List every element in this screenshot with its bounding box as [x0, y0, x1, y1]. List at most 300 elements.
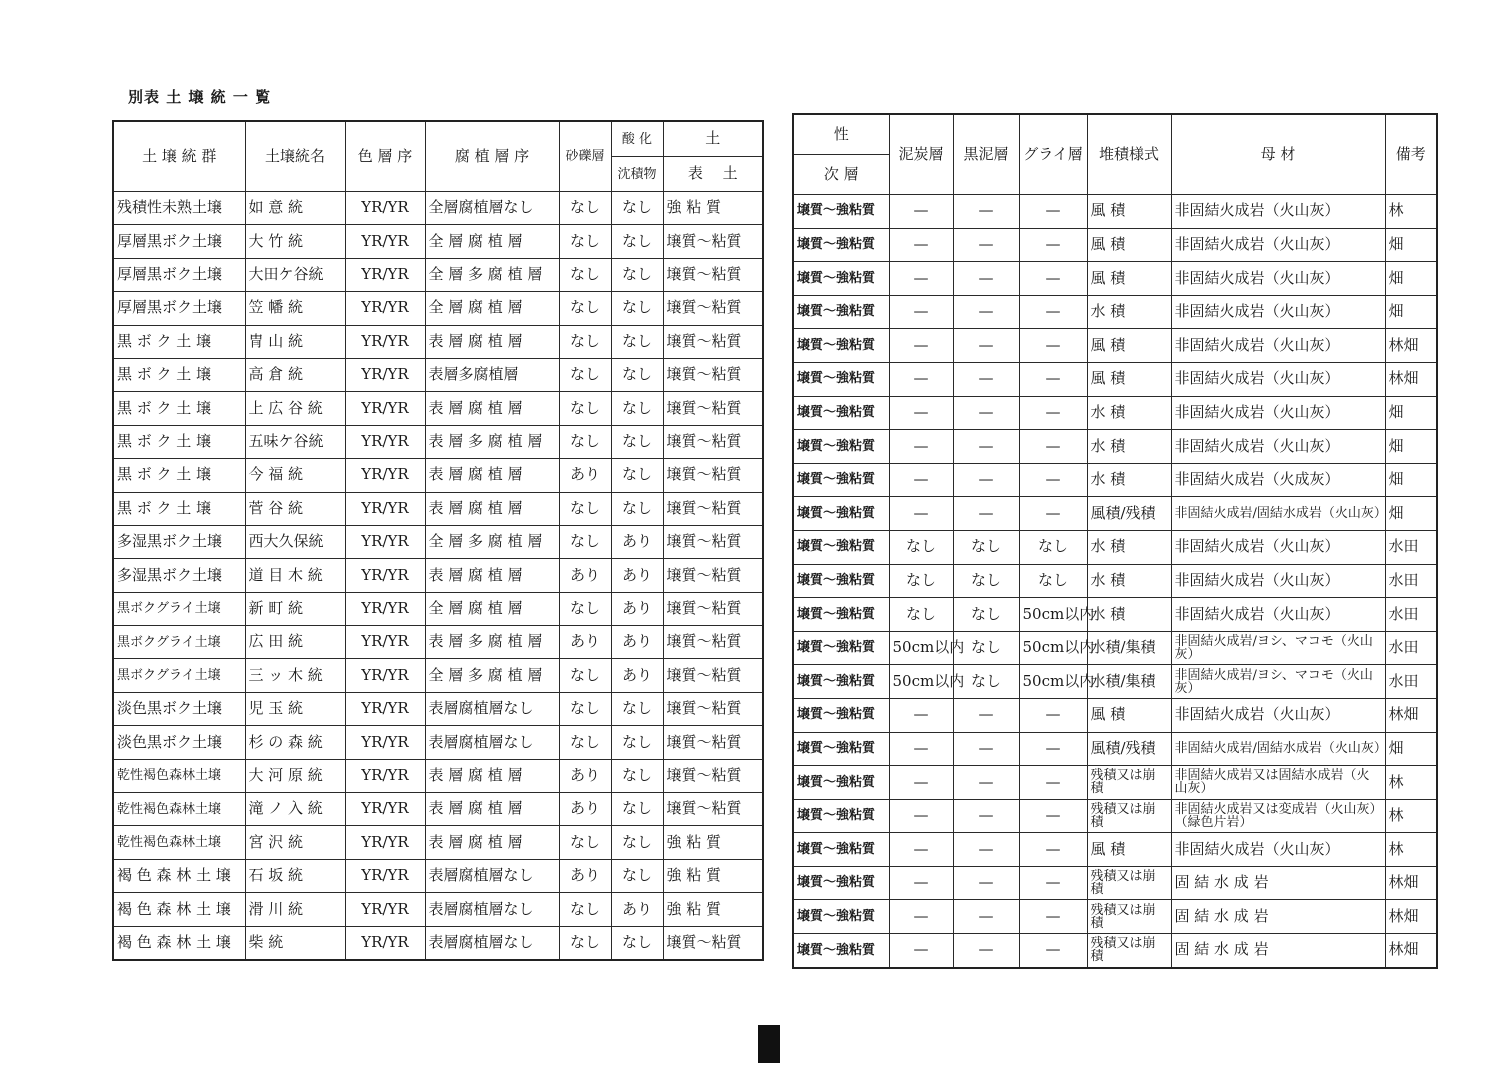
parent-material-cell: 非固結火成岩/固結水成岩（火山灰） — [1171, 497, 1385, 531]
subsoil-texture-cell: 壌質〜強粘質 — [793, 430, 889, 464]
peat-cell: なし — [889, 530, 953, 564]
gravel-cell: なし — [559, 392, 611, 425]
oxidation-cell: なし — [611, 492, 663, 525]
deposit-mode-cell: 残積又は崩 積 — [1087, 766, 1171, 800]
table-row — [793, 463, 1437, 497]
peat-cell: — — [889, 362, 953, 396]
surface-texture-cell: 壌質〜粘質 — [663, 525, 763, 558]
header-soil-name: 土壌統名 — [245, 121, 345, 192]
deposit-mode-cell: 水 積 — [1087, 430, 1171, 464]
oxidation-cell: なし — [611, 192, 663, 225]
table-row — [113, 859, 763, 892]
color-sequence-cell: YR/YR — [345, 459, 425, 492]
table-row — [793, 799, 1437, 833]
oxidation-cell: なし — [611, 859, 663, 892]
parent-material-cell: 非固結火成岩（火山灰） — [1171, 329, 1385, 363]
humus-sequence-cell: 表層腐植層なし — [425, 692, 559, 725]
table-row — [793, 598, 1437, 632]
gley-cell: 50cm以内 — [1019, 598, 1087, 632]
note-cell: 林畑 — [1385, 900, 1437, 934]
muck-cell: — — [953, 900, 1019, 934]
header-peat-layer: 泥炭層 — [889, 114, 953, 195]
color-sequence-cell: YR/YR — [345, 258, 425, 291]
gravel-cell: なし — [559, 192, 611, 225]
parent-material-cell: 非固結火成岩（火山灰） — [1171, 598, 1385, 632]
humus-sequence-cell: 表層多腐植層 — [425, 358, 559, 391]
soil-group-cell: 淡色黒ボク土壌 — [113, 726, 245, 759]
humus-sequence-cell: 表 層 腐 植 層 — [425, 793, 559, 826]
muck-cell: — — [953, 463, 1019, 497]
muck-cell: — — [953, 833, 1019, 867]
peat-cell: 50cm以内 — [889, 631, 953, 665]
left-soil-table — [112, 120, 764, 961]
soil-group-cell: 多湿黒ボク土壌 — [113, 525, 245, 558]
note-cell: 林畑 — [1385, 698, 1437, 732]
muck-cell: なし — [953, 564, 1019, 598]
color-sequence-cell: YR/YR — [345, 626, 425, 659]
subsoil-texture-cell: 壌質〜強粘質 — [793, 329, 889, 363]
soil-group-cell: 乾性褐色森林土壌 — [113, 826, 245, 859]
deposit-mode-cell: 風 積 — [1087, 362, 1171, 396]
table-row — [113, 258, 763, 291]
note-cell: 林 — [1385, 799, 1437, 833]
subsoil-texture-cell: 壌質〜強粘質 — [793, 463, 889, 497]
note-cell: 水田 — [1385, 665, 1437, 699]
surface-texture-cell: 壌質〜粘質 — [663, 793, 763, 826]
gley-cell: — — [1019, 934, 1087, 968]
color-sequence-cell: YR/YR — [345, 692, 425, 725]
humus-sequence-cell: 全 層 多 腐 植 層 — [425, 258, 559, 291]
soil-name-cell: 五味ケ谷統 — [245, 425, 345, 458]
oxidation-cell: なし — [611, 292, 663, 325]
surface-texture-cell: 壌質〜粘質 — [663, 459, 763, 492]
humus-sequence-cell: 表層腐植層なし — [425, 926, 559, 960]
table-row — [793, 497, 1437, 531]
oxidation-cell: なし — [611, 258, 663, 291]
muck-cell: なし — [953, 631, 1019, 665]
subsoil-texture-cell: 壌質〜強粘質 — [793, 228, 889, 262]
deposit-mode-cell: 風積/残積 — [1087, 497, 1171, 531]
gley-cell: なし — [1019, 564, 1087, 598]
soil-group-cell: 黒 ボ ク 土 壌 — [113, 325, 245, 358]
parent-material-cell: 非固結火成岩/ヨシ、マコモ（火山灰） — [1171, 631, 1385, 665]
gley-cell: — — [1019, 766, 1087, 800]
gravel-cell: あり — [559, 626, 611, 659]
header-subsoil-top: 性 — [793, 114, 889, 155]
parent-material-cell: 非固結火成岩/ヨシ、マコモ（火山灰） — [1171, 665, 1385, 699]
surface-texture-cell: 壌質〜粘質 — [663, 425, 763, 458]
note-cell: 畑 — [1385, 430, 1437, 464]
gravel-cell: なし — [559, 726, 611, 759]
oxidation-cell: あり — [611, 559, 663, 592]
note-cell: 水田 — [1385, 530, 1437, 564]
soil-name-cell: 上 広 谷 統 — [245, 392, 345, 425]
peat-cell: — — [889, 833, 953, 867]
soil-name-cell: 杉 の 森 統 — [245, 726, 345, 759]
table-row — [113, 525, 763, 558]
soil-group-cell: 黒 ボ ク 土 壌 — [113, 392, 245, 425]
gravel-cell: なし — [559, 425, 611, 458]
deposit-mode-cell: 風 積 — [1087, 329, 1171, 363]
oxidation-cell: なし — [611, 225, 663, 258]
oxidation-cell: あり — [611, 659, 663, 692]
surface-texture-cell: 壌質〜粘質 — [663, 626, 763, 659]
color-sequence-cell: YR/YR — [345, 592, 425, 625]
gley-cell: — — [1019, 329, 1087, 363]
subsoil-texture-cell: 壌質〜強粘質 — [793, 598, 889, 632]
soil-group-cell: 黒 ボ ク 土 壌 — [113, 425, 245, 458]
muck-cell: — — [953, 430, 1019, 464]
muck-cell: なし — [953, 598, 1019, 632]
table-row — [113, 325, 763, 358]
oxidation-cell: あり — [611, 525, 663, 558]
color-sequence-cell: YR/YR — [345, 492, 425, 525]
gley-cell: — — [1019, 195, 1087, 229]
peat-cell: — — [889, 195, 953, 229]
parent-material-cell: 非固結火成岩（火山灰） — [1171, 833, 1385, 867]
surface-texture-cell: 壌質〜粘質 — [663, 692, 763, 725]
humus-sequence-cell: 全層腐植層なし — [425, 192, 559, 225]
table-row — [113, 492, 763, 525]
header-soil-top: 土 — [663, 121, 763, 157]
humus-sequence-cell: 表 層 腐 植 層 — [425, 559, 559, 592]
surface-texture-cell: 壌質〜粘質 — [663, 759, 763, 792]
soil-group-cell: 淡色黒ボク土壌 — [113, 692, 245, 725]
soil-group-cell: 厚層黒ボク土壌 — [113, 225, 245, 258]
soil-name-cell: 菅 谷 統 — [245, 492, 345, 525]
gley-cell: — — [1019, 698, 1087, 732]
parent-material-cell: 非固結火成岩（火山灰） — [1171, 430, 1385, 464]
table-row — [793, 631, 1437, 665]
gley-cell: — — [1019, 396, 1087, 430]
soil-group-cell: 黒 ボ ク 土 壌 — [113, 358, 245, 391]
table-row — [793, 732, 1437, 766]
deposit-mode-cell: 風 積 — [1087, 228, 1171, 262]
note-cell: 水田 — [1385, 598, 1437, 632]
header-subsoil: 次 層 — [793, 155, 889, 195]
table-row — [793, 665, 1437, 699]
table-row — [113, 358, 763, 391]
header-notes: 備考 — [1385, 114, 1437, 195]
color-sequence-cell: YR/YR — [345, 525, 425, 558]
humus-sequence-cell: 表 層 多 腐 植 層 — [425, 626, 559, 659]
subsoil-texture-cell: 壌質〜強粘質 — [793, 262, 889, 296]
parent-material-cell: 非固結火成岩（火山灰） — [1171, 698, 1385, 732]
deposit-mode-cell: 風 積 — [1087, 698, 1171, 732]
subsoil-texture-cell: 壌質〜強粘質 — [793, 665, 889, 699]
table-row — [113, 726, 763, 759]
surface-texture-cell: 強 粘 質 — [663, 893, 763, 926]
soil-name-cell: 大 竹 統 — [245, 225, 345, 258]
gravel-cell: なし — [559, 926, 611, 960]
table-row — [113, 926, 763, 960]
deposit-mode-cell: 残積又は崩 積 — [1087, 866, 1171, 900]
soil-group-cell: 多湿黒ボク土壌 — [113, 559, 245, 592]
subsoil-texture-cell: 壌質〜強粘質 — [793, 799, 889, 833]
header-gley-layer: グライ層 — [1019, 114, 1087, 195]
soil-name-cell: 冑 山 統 — [245, 325, 345, 358]
gravel-cell: なし — [559, 225, 611, 258]
surface-texture-cell: 壌質〜粘質 — [663, 325, 763, 358]
header-surface-soil: 表 土 — [663, 157, 763, 192]
humus-sequence-cell: 全 層 多 腐 植 層 — [425, 525, 559, 558]
soil-group-cell: 厚層黒ボク土壌 — [113, 292, 245, 325]
gravel-cell: なし — [559, 826, 611, 859]
soil-name-cell: 児 玉 統 — [245, 692, 345, 725]
header-muck-layer: 黒泥層 — [953, 114, 1019, 195]
subsoil-texture-cell: 壌質〜強粘質 — [793, 631, 889, 665]
gley-cell: 50cm以内 — [1019, 665, 1087, 699]
parent-material-cell: 非固結火成岩（火山灰） — [1171, 362, 1385, 396]
table-row — [793, 698, 1437, 732]
peat-cell: — — [889, 262, 953, 296]
gravel-cell: なし — [559, 659, 611, 692]
table-row — [113, 793, 763, 826]
muck-cell: — — [953, 866, 1019, 900]
subsoil-texture-cell: 壌質〜強粘質 — [793, 530, 889, 564]
humus-sequence-cell: 表 層 腐 植 層 — [425, 392, 559, 425]
table-row — [793, 934, 1437, 968]
table-row — [113, 626, 763, 659]
oxidation-cell: あり — [611, 893, 663, 926]
table-row — [113, 592, 763, 625]
soil-group-cell: 黒 ボ ク 土 壌 — [113, 459, 245, 492]
subsoil-texture-cell: 壌質〜強粘質 — [793, 732, 889, 766]
gravel-cell: なし — [559, 492, 611, 525]
gley-cell: — — [1019, 295, 1087, 329]
subsoil-texture-cell: 壌質〜強粘質 — [793, 833, 889, 867]
humus-sequence-cell: 表層腐植層なし — [425, 726, 559, 759]
oxidation-cell: なし — [611, 358, 663, 391]
note-cell: 水田 — [1385, 631, 1437, 665]
gravel-cell: あり — [559, 559, 611, 592]
humus-sequence-cell: 表層腐植層なし — [425, 893, 559, 926]
humus-sequence-cell: 表 層 多 腐 植 層 — [425, 425, 559, 458]
note-cell: 畑 — [1385, 228, 1437, 262]
oxidation-cell: なし — [611, 425, 663, 458]
parent-material-cell: 非固結火成岩（火山灰） — [1171, 195, 1385, 229]
soil-group-cell: 乾性褐色森林土壌 — [113, 759, 245, 792]
soil-name-cell: 大田ケ谷統 — [245, 258, 345, 291]
soil-name-cell: 西大久保統 — [245, 525, 345, 558]
surface-texture-cell: 壌質〜粘質 — [663, 559, 763, 592]
color-sequence-cell: YR/YR — [345, 859, 425, 892]
soil-name-cell: 高 倉 統 — [245, 358, 345, 391]
subsoil-texture-cell: 壌質〜強粘質 — [793, 698, 889, 732]
table-row — [113, 893, 763, 926]
table-row — [793, 833, 1437, 867]
humus-sequence-cell: 表 層 腐 植 層 — [425, 459, 559, 492]
header-oxidation-bottom: 沈積物 — [611, 157, 663, 192]
color-sequence-cell: YR/YR — [345, 392, 425, 425]
peat-cell: — — [889, 799, 953, 833]
muck-cell: — — [953, 228, 1019, 262]
oxidation-cell: なし — [611, 759, 663, 792]
parent-material-cell: 非固結火成岩（火山灰） — [1171, 228, 1385, 262]
table-row — [113, 759, 763, 792]
table-row — [793, 866, 1437, 900]
gravel-cell: なし — [559, 292, 611, 325]
muck-cell: — — [953, 698, 1019, 732]
table-row — [113, 192, 763, 225]
note-cell: 畑 — [1385, 262, 1437, 296]
deposit-mode-cell: 風 積 — [1087, 195, 1171, 229]
humus-sequence-cell: 表層腐植層なし — [425, 859, 559, 892]
table-row — [793, 564, 1437, 598]
soil-name-cell: 大 河 原 統 — [245, 759, 345, 792]
humus-sequence-cell: 全 層 多 腐 植 層 — [425, 659, 559, 692]
soil-group-cell: 褐 色 森 林 土 壌 — [113, 926, 245, 960]
gravel-cell: なし — [559, 592, 611, 625]
muck-cell: なし — [953, 665, 1019, 699]
peat-cell: — — [889, 900, 953, 934]
oxidation-cell: なし — [611, 793, 663, 826]
deposit-mode-cell: 水 積 — [1087, 598, 1171, 632]
parent-material-cell: 非固結火成岩（火山灰） — [1171, 262, 1385, 296]
header-deposit-mode: 堆積様式 — [1087, 114, 1171, 195]
subsoil-texture-cell: 壌質〜強粘質 — [793, 497, 889, 531]
parent-material-cell: 非固結火成岩又は変成岩（火山灰）（緑色片岩） — [1171, 799, 1385, 833]
color-sequence-cell: YR/YR — [345, 826, 425, 859]
soil-group-cell: 褐 色 森 林 土 壌 — [113, 859, 245, 892]
peat-cell: — — [889, 866, 953, 900]
color-sequence-cell: YR/YR — [345, 325, 425, 358]
gley-cell: — — [1019, 362, 1087, 396]
humus-sequence-cell: 表 層 腐 植 層 — [425, 325, 559, 358]
table-row — [793, 195, 1437, 229]
soil-group-cell: 黒ボクグライ土壌 — [113, 592, 245, 625]
gley-cell: — — [1019, 833, 1087, 867]
color-sequence-cell: YR/YR — [345, 225, 425, 258]
gley-cell: — — [1019, 866, 1087, 900]
soil-group-cell: 黒ボクグライ土壌 — [113, 626, 245, 659]
gley-cell: — — [1019, 732, 1087, 766]
humus-sequence-cell: 表 層 腐 植 層 — [425, 759, 559, 792]
muck-cell: — — [953, 766, 1019, 800]
surface-texture-cell: 壌質〜粘質 — [663, 258, 763, 291]
color-sequence-cell: YR/YR — [345, 559, 425, 592]
muck-cell: — — [953, 934, 1019, 968]
subsoil-texture-cell: 壌質〜強粘質 — [793, 564, 889, 598]
soil-name-cell: 新 町 統 — [245, 592, 345, 625]
peat-cell: — — [889, 396, 953, 430]
muck-cell: — — [953, 396, 1019, 430]
table-row — [793, 262, 1437, 296]
soil-group-cell: 厚層黒ボク土壌 — [113, 258, 245, 291]
soil-group-cell: 乾性褐色森林土壌 — [113, 793, 245, 826]
soil-name-cell: 滝 ノ 入 統 — [245, 793, 345, 826]
gley-cell: — — [1019, 799, 1087, 833]
color-sequence-cell: YR/YR — [345, 425, 425, 458]
table-row — [793, 530, 1437, 564]
deposit-mode-cell: 風 積 — [1087, 262, 1171, 296]
gravel-cell: あり — [559, 759, 611, 792]
gley-cell: — — [1019, 463, 1087, 497]
peat-cell: — — [889, 766, 953, 800]
soil-group-cell: 黒 ボ ク 土 壌 — [113, 492, 245, 525]
parent-material-cell: 非固結火成岩又は固結水成岩（火山灰） — [1171, 766, 1385, 800]
muck-cell: — — [953, 329, 1019, 363]
oxidation-cell: なし — [611, 926, 663, 960]
soil-name-cell: 笠 幡 統 — [245, 292, 345, 325]
deposit-mode-cell: 風 積 — [1087, 833, 1171, 867]
peat-cell: — — [889, 698, 953, 732]
color-sequence-cell: YR/YR — [345, 726, 425, 759]
muck-cell: — — [953, 195, 1019, 229]
parent-material-cell: 非固結火成岩（火成灰） — [1171, 463, 1385, 497]
color-sequence-cell: YR/YR — [345, 926, 425, 960]
oxidation-cell: あり — [611, 626, 663, 659]
gravel-cell: なし — [559, 325, 611, 358]
humus-sequence-cell: 表 層 腐 植 層 — [425, 826, 559, 859]
table-row — [113, 659, 763, 692]
table-row — [793, 329, 1437, 363]
muck-cell: — — [953, 732, 1019, 766]
gley-cell: — — [1019, 228, 1087, 262]
note-cell: 林 — [1385, 195, 1437, 229]
gravel-cell: あり — [559, 793, 611, 826]
gley-cell: 50cm以内 — [1019, 631, 1087, 665]
gley-cell: — — [1019, 497, 1087, 531]
deposit-mode-cell: 水積/集積 — [1087, 631, 1171, 665]
parent-material-cell: 固 結 水 成 岩 — [1171, 866, 1385, 900]
surface-texture-cell: 強 粘 質 — [663, 859, 763, 892]
surface-texture-cell: 壌質〜粘質 — [663, 292, 763, 325]
oxidation-cell: あり — [611, 592, 663, 625]
subsoil-texture-cell: 壌質〜強粘質 — [793, 195, 889, 229]
header-oxidation-top: 酸 化 — [611, 121, 663, 157]
color-sequence-cell: YR/YR — [345, 358, 425, 391]
muck-cell: — — [953, 497, 1019, 531]
oxidation-cell: なし — [611, 325, 663, 358]
soil-name-cell: 柴 統 — [245, 926, 345, 960]
parent-material-cell: 非固結火成岩（火山灰） — [1171, 396, 1385, 430]
table-row — [113, 692, 763, 725]
oxidation-cell: なし — [611, 459, 663, 492]
note-cell: 林畑 — [1385, 362, 1437, 396]
table-row — [793, 766, 1437, 800]
soil-name-cell: 道 目 木 統 — [245, 559, 345, 592]
note-cell: 林 — [1385, 766, 1437, 800]
humus-sequence-cell: 全 層 腐 植 層 — [425, 292, 559, 325]
table-row — [793, 362, 1437, 396]
muck-cell: なし — [953, 530, 1019, 564]
surface-texture-cell: 壌質〜粘質 — [663, 225, 763, 258]
soil-name-cell: 三 ッ 木 統 — [245, 659, 345, 692]
binding-mark — [758, 1025, 780, 1063]
deposit-mode-cell: 残積又は崩 積 — [1087, 934, 1171, 968]
note-cell: 水田 — [1385, 564, 1437, 598]
gravel-cell: なし — [559, 258, 611, 291]
surface-texture-cell: 壌質〜粘質 — [663, 926, 763, 960]
surface-texture-cell: 壌質〜粘質 — [663, 592, 763, 625]
gley-cell: なし — [1019, 530, 1087, 564]
table-row — [793, 900, 1437, 934]
table-row — [793, 396, 1437, 430]
deposit-mode-cell: 水 積 — [1087, 295, 1171, 329]
subsoil-texture-cell: 壌質〜強粘質 — [793, 295, 889, 329]
subsoil-texture-cell: 壌質〜強粘質 — [793, 396, 889, 430]
gley-cell: — — [1019, 262, 1087, 296]
gley-cell: — — [1019, 900, 1087, 934]
deposit-mode-cell: 水積/集積 — [1087, 665, 1171, 699]
soil-name-cell: 今 福 統 — [245, 459, 345, 492]
note-cell: 林 — [1385, 833, 1437, 867]
note-cell: 畑 — [1385, 396, 1437, 430]
subsoil-texture-cell: 壌質〜強粘質 — [793, 362, 889, 396]
humus-sequence-cell: 全 層 腐 植 層 — [425, 225, 559, 258]
gravel-cell: あり — [559, 459, 611, 492]
